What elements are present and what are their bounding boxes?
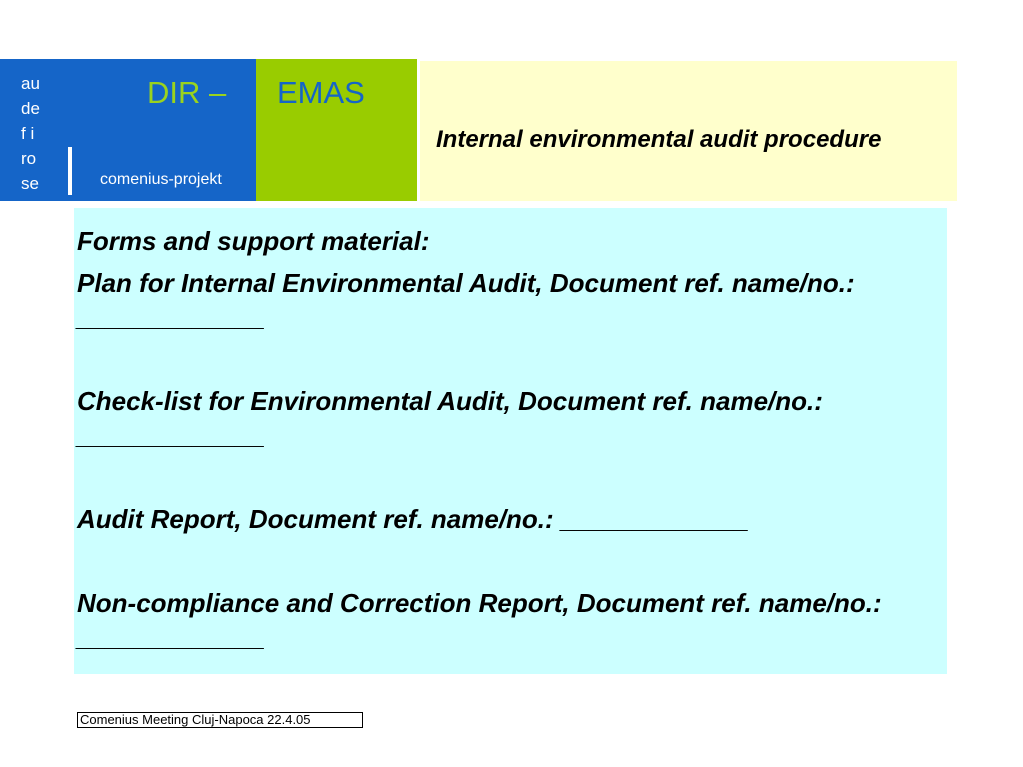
logo-green-panel <box>256 59 417 201</box>
logo-letter-line: se <box>21 174 39 193</box>
logo-letter-line: de <box>21 99 40 118</box>
logo-blue-panel <box>0 59 256 201</box>
project-subtitle: comenius-projekt <box>100 171 222 188</box>
logo-letters <box>21 71 40 196</box>
list-item: Audit Report, Document ref. name/no.: _____________ <box>77 504 749 534</box>
content-box <box>74 208 947 674</box>
footer-note: Comenius Meeting Cluj-Napoca 22.4.05 <box>77 712 363 728</box>
logo-letter-line: au <box>21 74 40 93</box>
emas-title: EMAS <box>277 75 365 110</box>
title-panel <box>420 61 957 201</box>
list-item: Check-list for Environmental Audit, Document ref. name/no.: _____________ <box>77 386 823 450</box>
slide-title: Internal environmental audit procedure <box>436 126 882 153</box>
logo-divider <box>68 147 72 195</box>
list-item: Non-compliance and Correction Report, Document ref. name/no.: _____________ <box>77 588 882 652</box>
content-heading: Forms and support material: <box>77 226 430 256</box>
dir-title: DIR – <box>147 75 227 110</box>
logo-letter-line: ro <box>21 149 37 168</box>
list-item: Plan for Internal Environmental Audit, Document ref. name/no.: _____________ <box>77 268 855 332</box>
logo-letter-line: f i <box>21 124 35 143</box>
